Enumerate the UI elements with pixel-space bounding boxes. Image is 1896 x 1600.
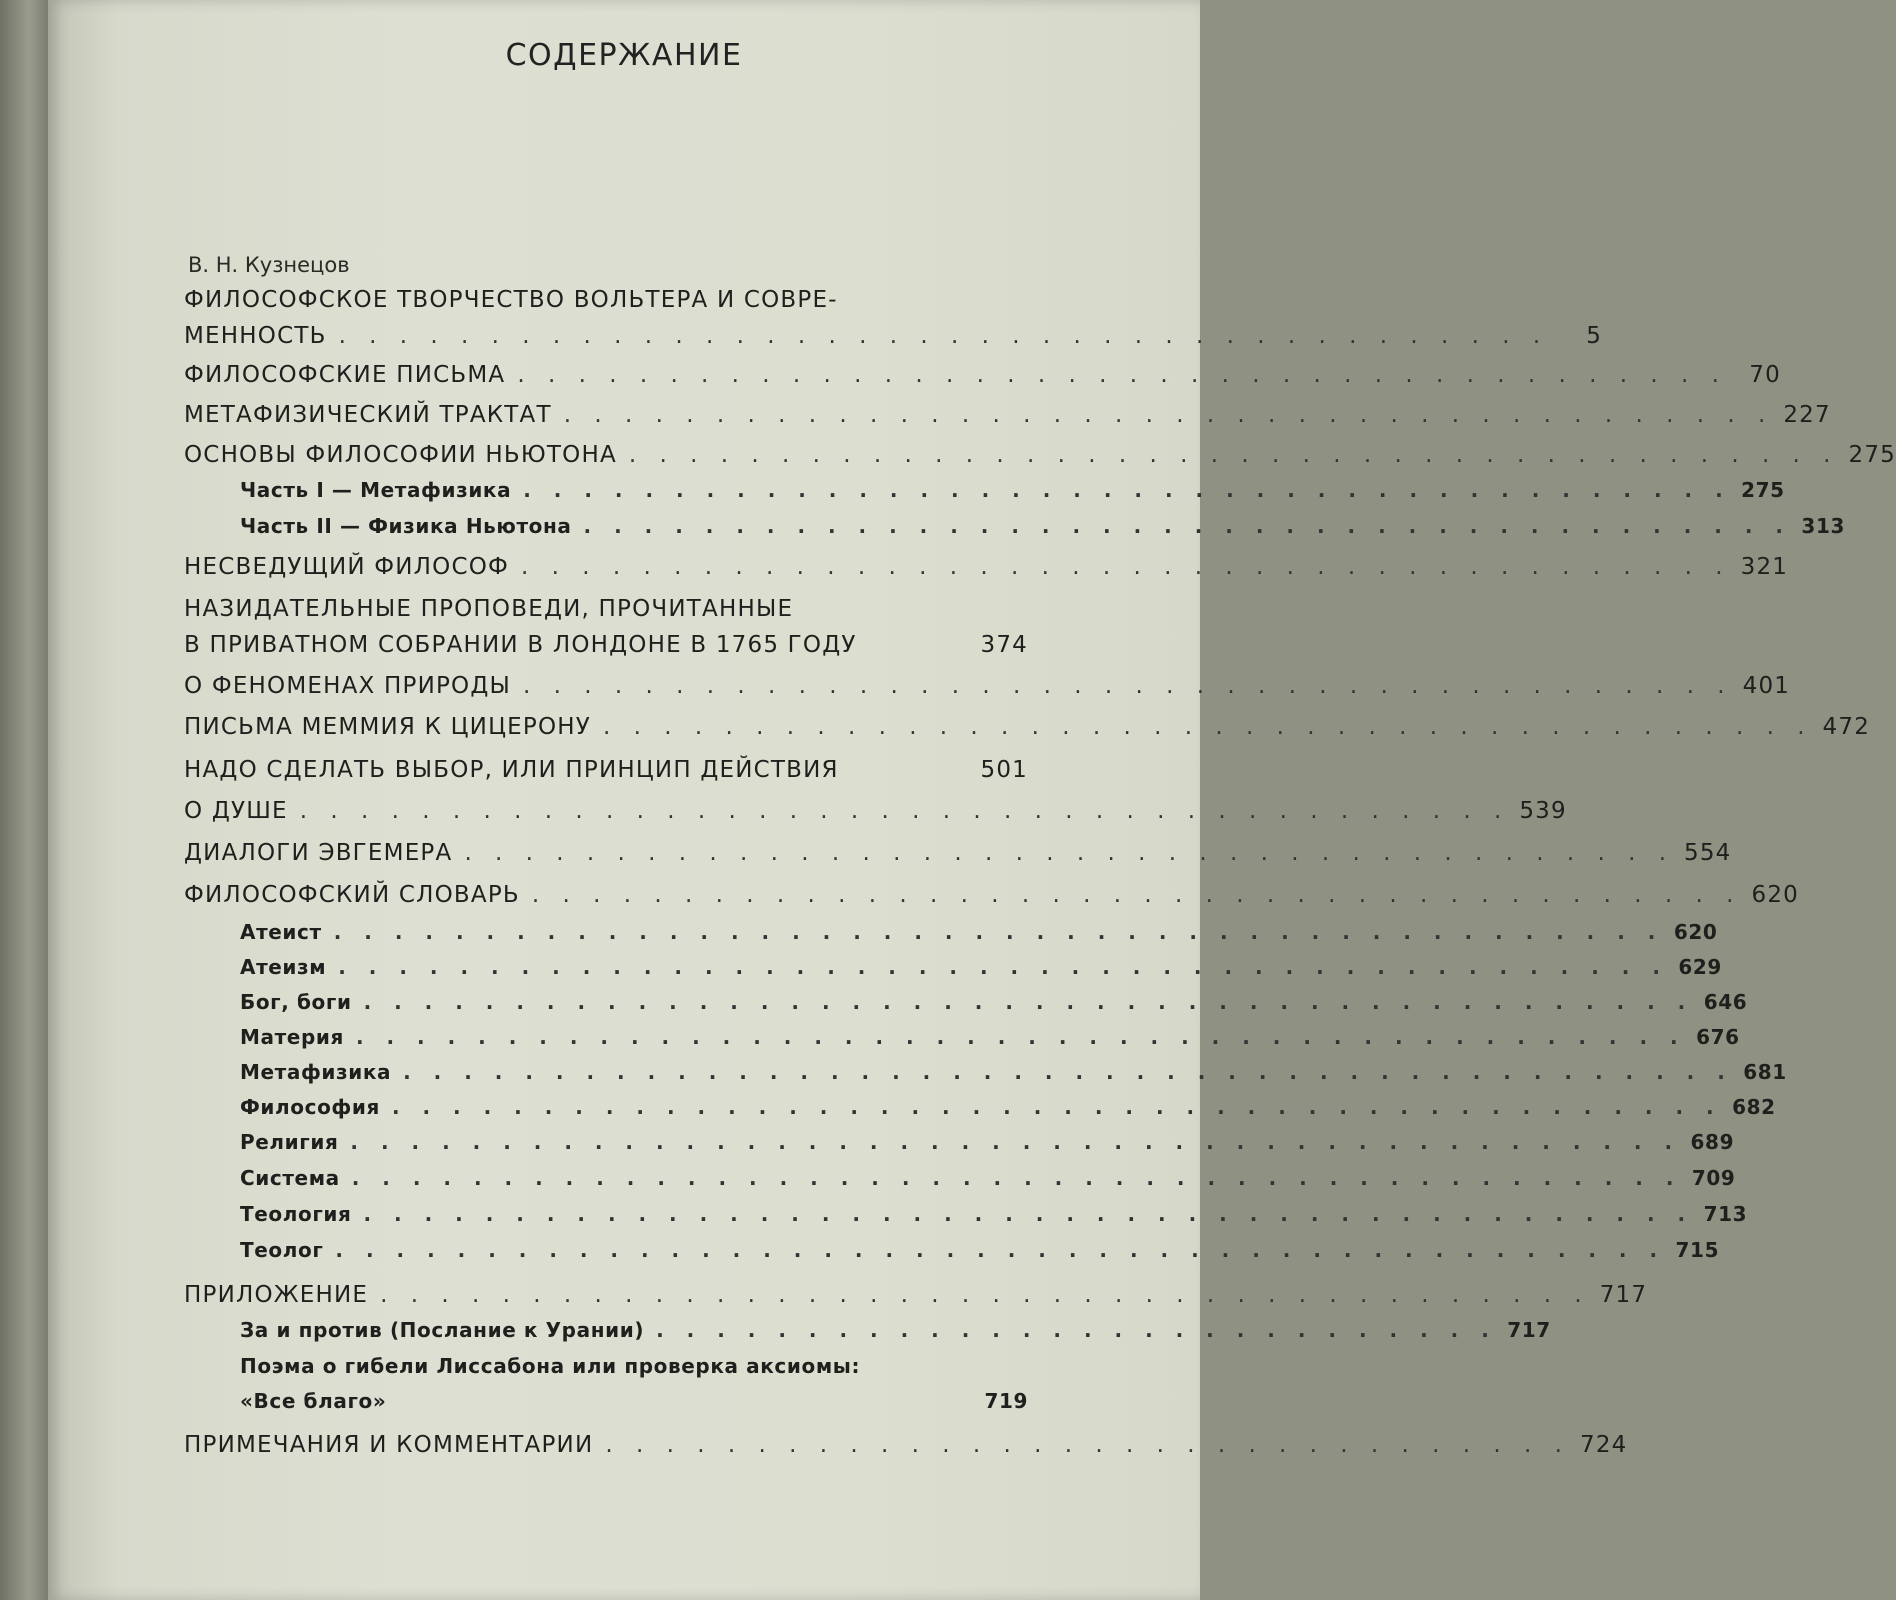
toc-entry-label: «Все благо» — [240, 1389, 387, 1413]
toc-entry-choice — [184, 757, 1028, 789]
toc-entry-label: НАДО СДЕЛАТЬ ВЫБОР, ИЛИ ПРИНЦИП ДЕЙСТВИЯ — [184, 757, 839, 783]
toc-entry-page: 715 — [1675, 1238, 1720, 1262]
book-spine — [0, 0, 48, 1600]
leader-dots: . . . . . . . . . . . . . . . . . . . . . . . . . . . . . . . . . . . . . . . . — [583, 514, 1791, 538]
leader-dots: . . . . . . . . . . . . . . . . . . . . . . . . . . . . . . . . . . . . . . . . . . . . — [351, 1166, 1682, 1190]
toc-entry-label: МЕТАФИЗИЧЕСКИЙ ТРАКТАТ — [184, 402, 552, 428]
leader-dots: . . . . . . . . . . . . . . . . . . . . . . . . . . . . . . . . . . . . . . . . — [523, 478, 1731, 502]
toc-entry-notes — [184, 1432, 1628, 1464]
toc-entry-newton — [184, 442, 1896, 474]
leader-dots: . . . . . . . . . . . . . . . . . . . . . . . . . . . . . . . . . . . . . . . . — [523, 673, 1733, 699]
leader-dots: . . . . . . . . . . . . . . . . . . . . . . . . . . . . . . . . . . . . . . . . — [521, 554, 1731, 580]
toc-entry-page: 717 — [1507, 1318, 1551, 1342]
toc-entry-label: ПРИЛОЖЕНИЕ — [184, 1282, 369, 1308]
toc-entry-newton-part1 — [240, 478, 1785, 510]
toc-entry-label: В ПРИВАТНОМ СОБРАНИИ В ЛОНДОНЕ В 1765 ГОДУ — [184, 632, 857, 658]
toc-entry-label: Часть I — Метафизика — [240, 478, 512, 502]
leader-dots: . . . . . . . . . . . . . . . . . . . . . . . . . . . . . . . . . . . . . . . . — [628, 442, 1839, 468]
toc-entry-label: Религия — [240, 1130, 339, 1154]
toc-entry-treatise — [184, 402, 1831, 434]
toc-entry-page: 620 — [1673, 920, 1718, 944]
toc-entry-page: 321 — [1740, 554, 1789, 580]
toc-entry-page: 227 — [1783, 402, 1831, 428]
toc-entry-intro-line1: ФИЛОСОФСКОЕ ТВОРЧЕСТВО ВОЛЬТЕРА И СОВРЕ- — [184, 287, 838, 313]
leader-dots: . . . . . . . . . . . . . . . . . . . . . . . . . . . . . . . . . . . . . . . . . . . . — [363, 990, 1694, 1014]
leader-dots: . . . . . . . . . . . . . . . . . . . . . . . . . . . . . . . . . . . . . . . . — [517, 362, 1727, 388]
toc-entry-page: 313 — [1801, 514, 1845, 538]
toc-entry-label: Материя — [240, 1025, 344, 1049]
leader-dots: . . . . . . . . . . . . . . . . . . . . . . . . . . . . . . . . . . . . . . . . . . . . — [333, 920, 1664, 944]
toc-entry-label: ДИАЛОГИ ЭВГЕМЕРА — [184, 840, 453, 866]
toc-entry-dictionary — [184, 882, 1799, 914]
toc-dict-item — [240, 1130, 1735, 1162]
leader-dots: . . . . . . . . . . . . . . . . . . . . . . . . . . . . . . . . . . . . . . . . . . . . — [355, 1025, 1686, 1049]
toc-entry-label: Теология — [240, 1202, 352, 1226]
toc-entry-label: Атеизм — [240, 955, 327, 979]
toc-entry-appendix — [184, 1282, 1648, 1314]
toc-entry-page: 554 — [1684, 840, 1732, 866]
toc-entry-label: Бог, боги — [240, 990, 352, 1014]
toc-entry-page: 713 — [1703, 1202, 1748, 1226]
toc-entry-page: 717 — [1599, 1282, 1648, 1308]
toc-entry-page: 501 — [980, 757, 1028, 783]
toc-entry-label: Атеист — [240, 920, 322, 944]
leader-dots: . . . . . . . . . . . . . . . . . . . . . . . . . . . . . . . . . . . . . . . . . . . . — [363, 1202, 1694, 1226]
toc-dict-item — [240, 955, 1722, 987]
toc-entry-page: 5 — [1586, 323, 1603, 349]
toc-entry-newton-part2 — [240, 514, 1845, 546]
toc-entry-page: 275 — [1741, 478, 1785, 502]
toc-dict-item — [240, 920, 1718, 952]
toc-entry-letters — [184, 362, 1781, 394]
toc-entry-label: Метафизика — [240, 1060, 392, 1084]
toc-entry-label: ФИЛОСОФСКИЕ ПИСЬМА — [184, 362, 506, 388]
toc-entry-phenomena — [184, 673, 1791, 705]
leader-dots: . . . . . . . . . . . . . . . . . . . . . . . . . . . . . . . . . . . . . . . . — [531, 882, 1742, 908]
toc-entry-label: О ФЕНОМЕНАХ ПРИРОДЫ — [184, 673, 512, 699]
toc-entry-urania — [240, 1318, 1551, 1350]
toc-dict-item — [240, 1166, 1736, 1198]
leader-dots: . . . . . . . . . . . . . . . . . . . . . . . . . . . . . . . . . . . . . . . . . . . . — [338, 955, 1668, 979]
leader-dots: . . . . . . . . . . . . . . . . . . . . . . . . . . . . . . . . . . . . . . . . — [380, 1282, 1590, 1308]
toc-entry-page: 681 — [1743, 1060, 1787, 1084]
leader-dots: . . . . . . . . . . . . . . . . . . . . . . . . . . . . . . . . . . . . . . . . — [464, 840, 1675, 866]
leader-dots: . . . . . . . . . . . . . . . . . . . . . . . . . . . . . . . . . . . . . . . . . . . . — [335, 1238, 1666, 1262]
table-of-contents — [48, 0, 1896, 1600]
toc-entry-page: 472 — [1822, 714, 1871, 740]
leader-dots: . . . . . . . . . . . . . . . . . . . . . . . . . . . . . . . . . . . . . . . . . . . . — [350, 1130, 1681, 1154]
toc-entry-page: 401 — [1742, 673, 1791, 699]
toc-entry-page: 676 — [1696, 1025, 1740, 1049]
toc-entry-ignorant — [184, 554, 1789, 586]
toc-entry-page: 682 — [1732, 1095, 1776, 1119]
leader-dots: . . . . . . . . . . . . . . . . . . . . . . . . . . . . . . . . . . . . . . . . — [338, 323, 1549, 349]
toc-entry-page: 70 — [1749, 362, 1781, 388]
leader-dots: . . . . . . . . . . . . . . . . . . . . . . . . . . . . . . . . . . . . . . . . — [602, 714, 1813, 740]
toc-entry-page: 689 — [1690, 1130, 1735, 1154]
toc-entry-label: Теолог — [240, 1238, 324, 1262]
toc-entry-intro — [184, 323, 1603, 355]
toc-dict-item — [240, 1025, 1740, 1057]
toc-dict-item — [240, 1095, 1776, 1127]
toc-entry-label: Часть II — Физика Ньютона — [240, 514, 572, 538]
toc-entry-label: О ДУШЕ — [184, 798, 288, 824]
toc-entry-label: Система — [240, 1166, 340, 1190]
author-name: В. Н. Кузнецов — [188, 253, 350, 277]
leader-dots: . . . . . . . . . . . . . . . . . . . . . . . . . . . . . . . . . . . . . . . . . . . . — [403, 1060, 1733, 1084]
toc-entry-page: 620 — [1751, 882, 1799, 908]
toc-entry-lisbon — [240, 1389, 1028, 1421]
leader-dots: . . . . . . . . . . . . . . . . . . . . . . . . . . . . . . . . . . . . . . . . — [299, 798, 1510, 824]
toc-entry-label: НЕСВЕДУЩИЙ ФИЛОСОФ — [184, 554, 510, 580]
leader-dots: . . . . . . . . . . . . . . . . . . . . . . . . . . . . — [656, 1318, 1497, 1342]
toc-entry-label: Философия — [240, 1095, 380, 1119]
toc-entry-page: 724 — [1579, 1432, 1628, 1458]
toc-dict-item — [240, 1202, 1748, 1234]
toc-entry-label: МЕННОСТЬ — [184, 323, 327, 349]
toc-entry-label: ФИЛОСОФСКИЙ СЛОВАРЬ — [184, 882, 520, 908]
toc-dict-item — [240, 990, 1748, 1022]
toc-entry-page: 374 — [980, 632, 1028, 658]
book-page — [48, 0, 1896, 1600]
toc-dict-item — [240, 1060, 1787, 1092]
toc-entry-page: 709 — [1691, 1166, 1736, 1190]
toc-entry-label: За и против (Послание к Урании) — [240, 1318, 645, 1342]
toc-entry-memmius — [184, 714, 1871, 746]
toc-entry-label: ПИСЬМА МЕММИЯ К ЦИЦЕРОНУ — [184, 714, 591, 740]
toc-entry-page: 646 — [1703, 990, 1748, 1014]
toc-entry-sermons-line1: НАЗИДАТЕЛЬНЫЕ ПРОПОВЕДИ, ПРОЧИТАННЫЕ — [184, 596, 794, 622]
toc-entry-label: ОСНОВЫ ФИЛОСОФИИ НЬЮТОНА — [184, 442, 617, 468]
toc-entry-label: ПРИМЕЧАНИЯ И КОММЕНТАРИИ — [184, 1432, 594, 1458]
toc-entry-lisbon-line1: Поэма о гибели Лиссабона или проверка аксиомы: — [240, 1354, 861, 1378]
leader-dots: . . . . . . . . . . . . . . . . . . . . . . . . . . . . . . . . — [605, 1432, 1570, 1458]
leader-dots: . . . . . . . . . . . . . . . . . . . . . . . . . . . . . . . . . . . . . . . . — [563, 402, 1774, 428]
toc-entry-page: 539 — [1519, 798, 1567, 824]
toc-entry-page: 275 — [1848, 442, 1896, 468]
leader-dots: . . . . . . . . . . . . . . . . . . . . . . . . . . . . . . . . . . . . . . . . . . . . — [391, 1095, 1722, 1119]
toc-entry-euhemerus — [184, 840, 1732, 872]
toc-entry-page: 629 — [1678, 955, 1722, 979]
toc-entry-soul — [184, 798, 1567, 830]
toc-dict-item — [240, 1238, 1720, 1270]
page-title: СОДЕРЖАНИЕ — [505, 38, 743, 73]
toc-entry-page: 719 — [984, 1389, 1028, 1413]
toc-entry-sermons — [184, 632, 1028, 664]
